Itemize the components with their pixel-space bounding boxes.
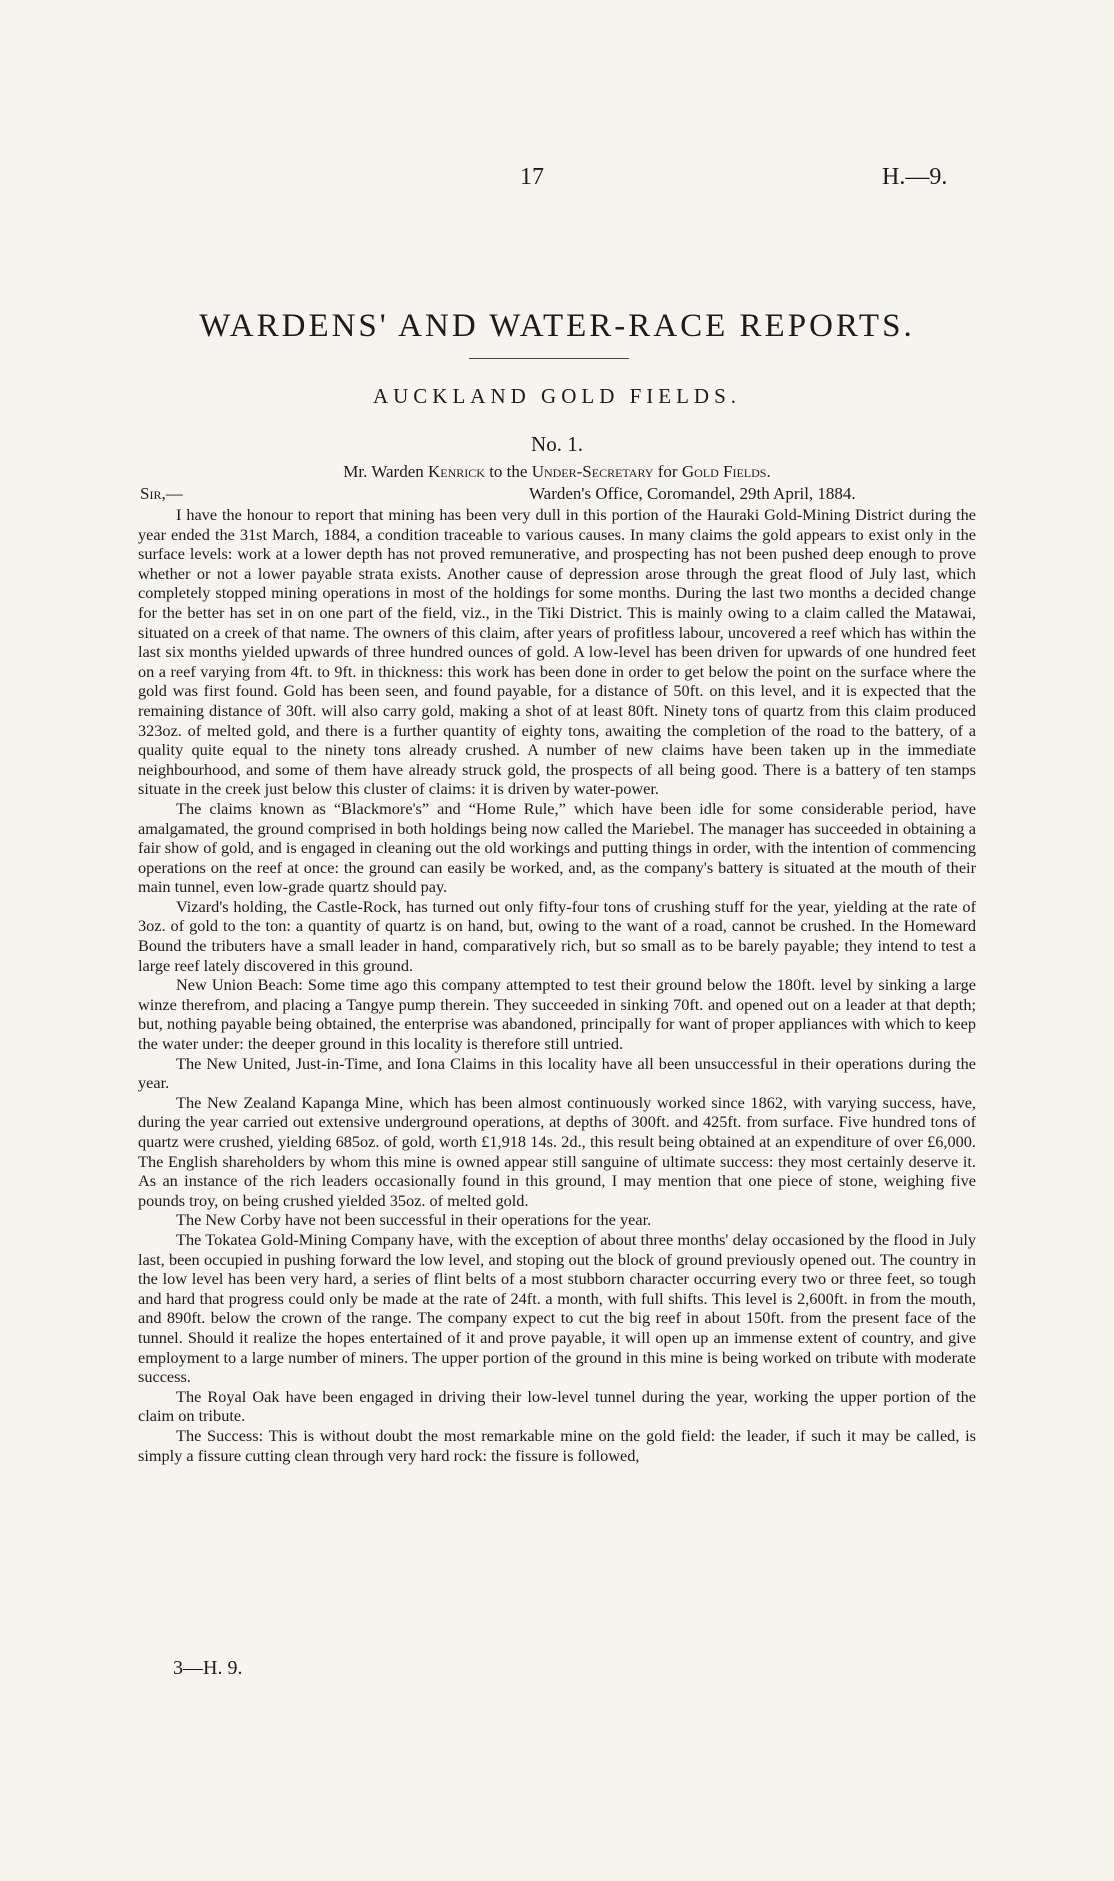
paragraph: The Tokatea Gold-Mining Company have, with the exception of about three months' delay occasioned by the flood in July last, been occupied in pushing forward the low level, and stoping out the block of ground previously opened out. The country in the low level has been very hard, a series of flint belts of a most stubborn character occurring every two or three feet, so tough and hard that progress could only be made at the rate of 24ft. a month, with full shifts. This level is 2,600ft. in from the mouth, and 890ft. below the crown of the range. The company expect to cut the big reef in about 150ft. from the present face of the tunnel. Should it realize the hopes entertained of it and prove payable, it will open up an immense extent of country, and give employment to a large number of miners. The upper portion of the ground in this mine is being worked on tribute with moderate success. (138, 1229, 976, 1387)
paragraph: The Success: This is without doubt the most remarkable mine on the gold field: the leader, if such it may be called, is simply a fissure cutting clean through very hard rock: the fissure is followed, (138, 1425, 976, 1465)
salutation: Sir,— (140, 484, 183, 503)
addressee-end: . (766, 462, 771, 481)
paragraph: New Union Beach: Some time ago this company attempted to test their ground below the 180ft. level by sinking a large winze therefrom, and placing a Tangye pump therein. They succeeded in sinking 70ft. and opened out on a leader at that depth; but, nothing payable being obtained, the enterprise was abandoned, principally for want of proper appliances with which to keep the water under: the deeper ground in this locality is therefore still untried. (138, 975, 976, 1054)
paragraph: The claims known as “Blackmore's” and “Home Rule,” which have been idle for some considerable period, have amalgamated, the ground comprised in both holdings being now called the Mariebel. The manager has succeeded in obtaining a fair show of gold, and is engaged in cleaning out the old workings and putting things in order, with the intention of commencing operations on the reef at once: the ground can easily be worked, and, as the company's battery is situated at the mouth of their main tunnel, even low-grade quartz should pay. (138, 798, 976, 897)
paragraph: I have the honour to report that mining has been very dull in this portion of the Hauraki Gold-Mining District during the year ended the 31st March, 1884, a condition traceable to various causes. In many claims the gold appears to exist only in the surface levels: work at a lower depth has not proved remunerative, and prospecting has not been pushed deep enough to prove whether or not a lower payable strata exists. Another cause of depression arose through the great flood of July last, which completely stopped mining operations in most of the holdings for some months. During the last two months a decided change for the better has set in on one part of the field, viz., in the Tiki District. This is mainly owing to a claim called the Matawai, situated on a creek of that name. The owners of this claim, after years of profitless labour, uncovered a reef which has within the last six months yielded upwards of three hundred ounces of gold. A low-level has been driven for upwards of one hundred feet on a reef varying from 4ft. to 9ft. in thickness: this work has been done in order to get below the point on the surface where the gold was first found. Gold has been seen, and found payable, for a distance of 50ft. on this level, and it is expected that the remaining distance of 30ft. will also carry gold, making a shot of at least 80ft. Ninety tons of quartz from this claim produced 323oz. of melted gold, and there is a further quantity of eighty tons, awaiting the completion of the road to the battery, of a quality quite equal to the ninety tons already crushed. A number of new claims have been taken up in the immediate neighbourhood, and some of them have already struck gold, the prospects of all being good. There is a battery of ten stamps situate in the creek just below this cluster of claims: it is driven by water-power. (138, 505, 976, 799)
warden-name: Kenrick (428, 462, 485, 481)
department-name: Gold Fields (681, 462, 767, 481)
section-title: AUCKLAND GOLD FIELDS. (372, 384, 742, 408)
addressee-prefix: Mr. Warden (343, 462, 428, 481)
dateline: Warden's Office, Coromandel, 29th April, 1884. (529, 484, 856, 503)
footer-code: 3—H. 9. (173, 1657, 243, 1679)
report-body (138, 505, 976, 1465)
addressee-suffix: for (653, 462, 682, 481)
recipient-title: Under-Secretary (531, 462, 654, 481)
paragraph: The New Zealand Kapanga Mine, which has been almost continuously worked since 1862, with varying success, have, during the year carried out extensive underground operations, at depths of 300ft. and 425ft. from surface. Five hundred tons of quartz were crushed, yielding 685oz. of gold, worth £1,918 14s. 2d., this result being obtained at an expenditure of over £6,000. The English shareholders by whom this mine is owned appear still sanguine of ultimate success: they most certainly deserve it. As an instance of the rich leaders occasionally found in this ground, I may mention that one piece of stone, weighing five pounds troy, on being crushed yielded 35oz. of melted gold. (138, 1092, 976, 1210)
addressee-line (0, 462, 1114, 482)
document-code: H.—9. (882, 164, 948, 190)
paragraph: Vizard's holding, the Castle-Rock, has turned out only fifty-four tons of crushing stuff for the year, yielding at the rate of 3oz. of gold to the ton: a quantity of quartz is on hand, but, owing to the want of a road, cannot be crushed. In the Homeward Bound the tributers have a small leader in hand, comparatively rich, but so small as to be barely payable; they intend to test a large reef lately discovered in this ground. (138, 896, 976, 975)
paragraph: The New United, Just-in-Time, and Iona Claims in this locality have all been unsuccessful in their operations during the year. (138, 1053, 976, 1093)
paragraph: The Royal Oak have been engaged in driving their low-level tunnel during the year, working the upper portion of the claim on tribute. (138, 1386, 976, 1426)
title-divider (469, 358, 629, 359)
addressee-middle: to the (484, 462, 532, 481)
report-title: WARDENS' AND WATER-RACE REPORTS. (199, 308, 915, 344)
page-number: 17 (520, 164, 544, 190)
report-number: No. 1. (531, 432, 583, 456)
paragraph: The New Corby have not been successful in their operations for the year. (176, 1210, 652, 1230)
